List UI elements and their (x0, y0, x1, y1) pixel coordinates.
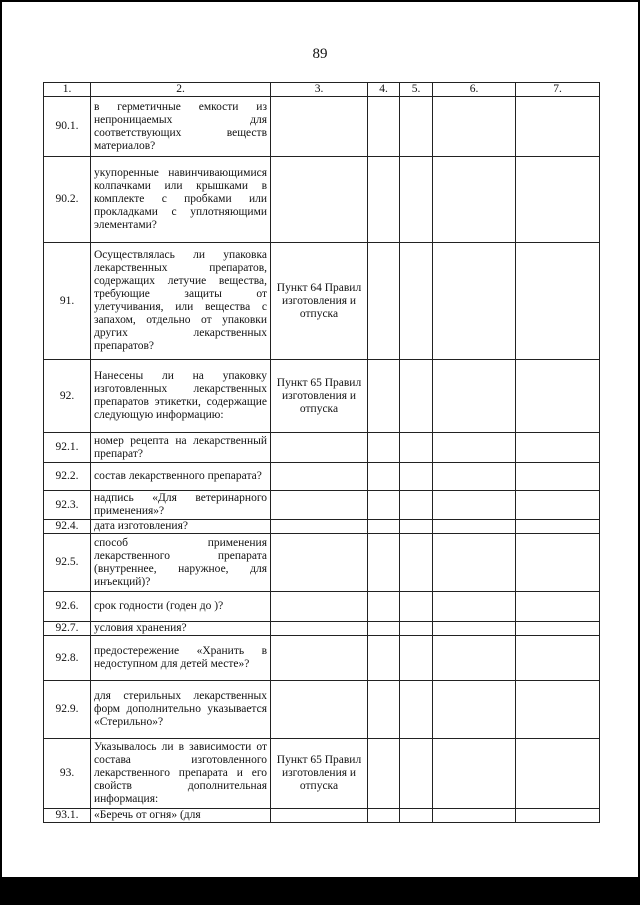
row-reference: Пункт 65 Правил изготовления и отпуска (271, 360, 368, 433)
row-question: состав лекарственного препарата? (91, 463, 271, 491)
row-reference: Пункт 65 Правил изготовления и отпуска (271, 739, 368, 809)
row-number: 90.1. (44, 97, 91, 157)
answer-cell (516, 491, 600, 520)
row-question: условия хранения? (91, 622, 271, 636)
table-row (44, 243, 600, 360)
row-number: 92.8. (44, 636, 91, 681)
answer-cell (368, 243, 400, 360)
table-row (44, 157, 600, 243)
row-number: 92. (44, 360, 91, 433)
answer-cell (400, 520, 433, 534)
answer-cell (433, 622, 516, 636)
column-header: 7. (516, 83, 600, 97)
column-header: 2. (91, 83, 271, 97)
answer-cell (400, 739, 433, 809)
answer-cell (433, 491, 516, 520)
table-row (44, 463, 600, 491)
document-page (2, 2, 638, 877)
answer-cell (516, 433, 600, 463)
answer-cell (368, 157, 400, 243)
row-question: Нанесены ли на упаковку изготовленных лекарственных препаратов этикетки, содержащие следующую информацию: (91, 360, 271, 433)
row-reference (271, 622, 368, 636)
answer-cell (400, 360, 433, 433)
row-question: срок годности (годен до )? (91, 592, 271, 622)
row-reference (271, 809, 368, 823)
table-row (44, 809, 600, 823)
answer-cell (368, 636, 400, 681)
row-number: 93.1. (44, 809, 91, 823)
answer-cell (400, 243, 433, 360)
table-row (44, 520, 600, 534)
row-number: 92.1. (44, 433, 91, 463)
table-row (44, 739, 600, 809)
row-number: 92.2. (44, 463, 91, 491)
answer-cell (400, 491, 433, 520)
row-number: 92.4. (44, 520, 91, 534)
answer-cell (516, 534, 600, 592)
row-number: 92.5. (44, 534, 91, 592)
row-question: Осуществлялась ли упаковка лекарственных препаратов, содержащих летучие вещества, требующие защиты от улетучивания, или вещества с запахом, отдельно от упаковки других лекарственных препаратов? (91, 243, 271, 360)
row-question: в герметичные емкости из непроницаемых для соответствующих веществ материалов? (91, 97, 271, 157)
column-header: 3. (271, 83, 368, 97)
table-row (44, 433, 600, 463)
row-reference (271, 592, 368, 622)
row-number: 92.3. (44, 491, 91, 520)
page-number: 89 (312, 46, 328, 62)
answer-cell (433, 520, 516, 534)
row-reference (271, 520, 368, 534)
answer-cell (400, 463, 433, 491)
table-row (44, 592, 600, 622)
row-question: укупоренные навинчивающимися колпачками или крышками в комплекте с пробками или прокладками с уплотняющими элементами? (91, 157, 271, 243)
table-row (44, 491, 600, 520)
row-question: для стерильных лекарственных форм дополнительно указывается «Стерильно»? (91, 681, 271, 739)
row-reference (271, 681, 368, 739)
answer-cell (433, 433, 516, 463)
answer-cell (516, 622, 600, 636)
column-header: 6. (433, 83, 516, 97)
answer-cell (433, 360, 516, 433)
row-question: «Беречь от огня» (для (91, 809, 271, 823)
row-number: 92.6. (44, 592, 91, 622)
row-number: 93. (44, 739, 91, 809)
answer-cell (400, 809, 433, 823)
answer-cell (368, 681, 400, 739)
answer-cell (516, 360, 600, 433)
row-reference (271, 636, 368, 681)
table-row (44, 534, 600, 592)
answer-cell (400, 592, 433, 622)
row-reference (271, 157, 368, 243)
answer-cell (433, 592, 516, 622)
row-reference (271, 534, 368, 592)
answer-cell (400, 97, 433, 157)
table-row (44, 97, 600, 157)
answer-cell (400, 157, 433, 243)
answer-cell (433, 463, 516, 491)
answer-cell (433, 97, 516, 157)
row-question: надпись «Для ветеринарного применения»? (91, 491, 271, 520)
table-row (44, 622, 600, 636)
table-row (44, 636, 600, 681)
answer-cell (516, 739, 600, 809)
row-question: Указывалось ли в зависимости от состава изготовленного лекарственного препарата и его свойств дополнительная информация: (91, 739, 271, 809)
row-question: дата изготовления? (91, 520, 271, 534)
answer-cell (516, 463, 600, 491)
answer-cell (516, 97, 600, 157)
row-reference (271, 491, 368, 520)
answer-cell (368, 534, 400, 592)
answer-cell (516, 809, 600, 823)
answer-cell (368, 97, 400, 157)
answer-cell (368, 739, 400, 809)
answer-cell (433, 739, 516, 809)
answer-cell (368, 809, 400, 823)
row-question: номер рецепта на лекарственный препарат? (91, 433, 271, 463)
column-header: 1. (44, 83, 91, 97)
answer-cell (400, 534, 433, 592)
row-number: 92.9. (44, 681, 91, 739)
row-question: предостережение «Хранить в недоступном для детей месте»? (91, 636, 271, 681)
answer-cell (400, 681, 433, 739)
answer-cell (368, 463, 400, 491)
answer-cell (433, 243, 516, 360)
answer-cell (368, 433, 400, 463)
answer-cell (368, 360, 400, 433)
answer-cell (516, 520, 600, 534)
answer-cell (433, 157, 516, 243)
answer-cell (516, 681, 600, 739)
answer-cell (368, 520, 400, 534)
answer-cell (433, 681, 516, 739)
answer-cell (433, 809, 516, 823)
answer-cell (433, 636, 516, 681)
row-question: способ применения лекарственного препарата (внутреннее, наружное, для инъекций)? (91, 534, 271, 592)
answer-cell (400, 433, 433, 463)
answer-cell (368, 592, 400, 622)
table-row (44, 360, 600, 433)
row-reference (271, 463, 368, 491)
answer-cell (516, 592, 600, 622)
answer-cell (516, 157, 600, 243)
column-header: 4. (368, 83, 400, 97)
answer-cell (368, 491, 400, 520)
row-reference: Пункт 64 Правил изготовления и отпуска (271, 243, 368, 360)
row-reference (271, 433, 368, 463)
checklist-table (43, 82, 600, 823)
row-number: 92.7. (44, 622, 91, 636)
answer-cell (433, 534, 516, 592)
row-number: 91. (44, 243, 91, 360)
row-number: 90.2. (44, 157, 91, 243)
table-header-row (44, 83, 600, 97)
table-row (44, 681, 600, 739)
answer-cell (516, 636, 600, 681)
answer-cell (400, 622, 433, 636)
answer-cell (516, 243, 600, 360)
answer-cell (368, 622, 400, 636)
column-header: 5. (400, 83, 433, 97)
row-reference (271, 97, 368, 157)
answer-cell (400, 636, 433, 681)
